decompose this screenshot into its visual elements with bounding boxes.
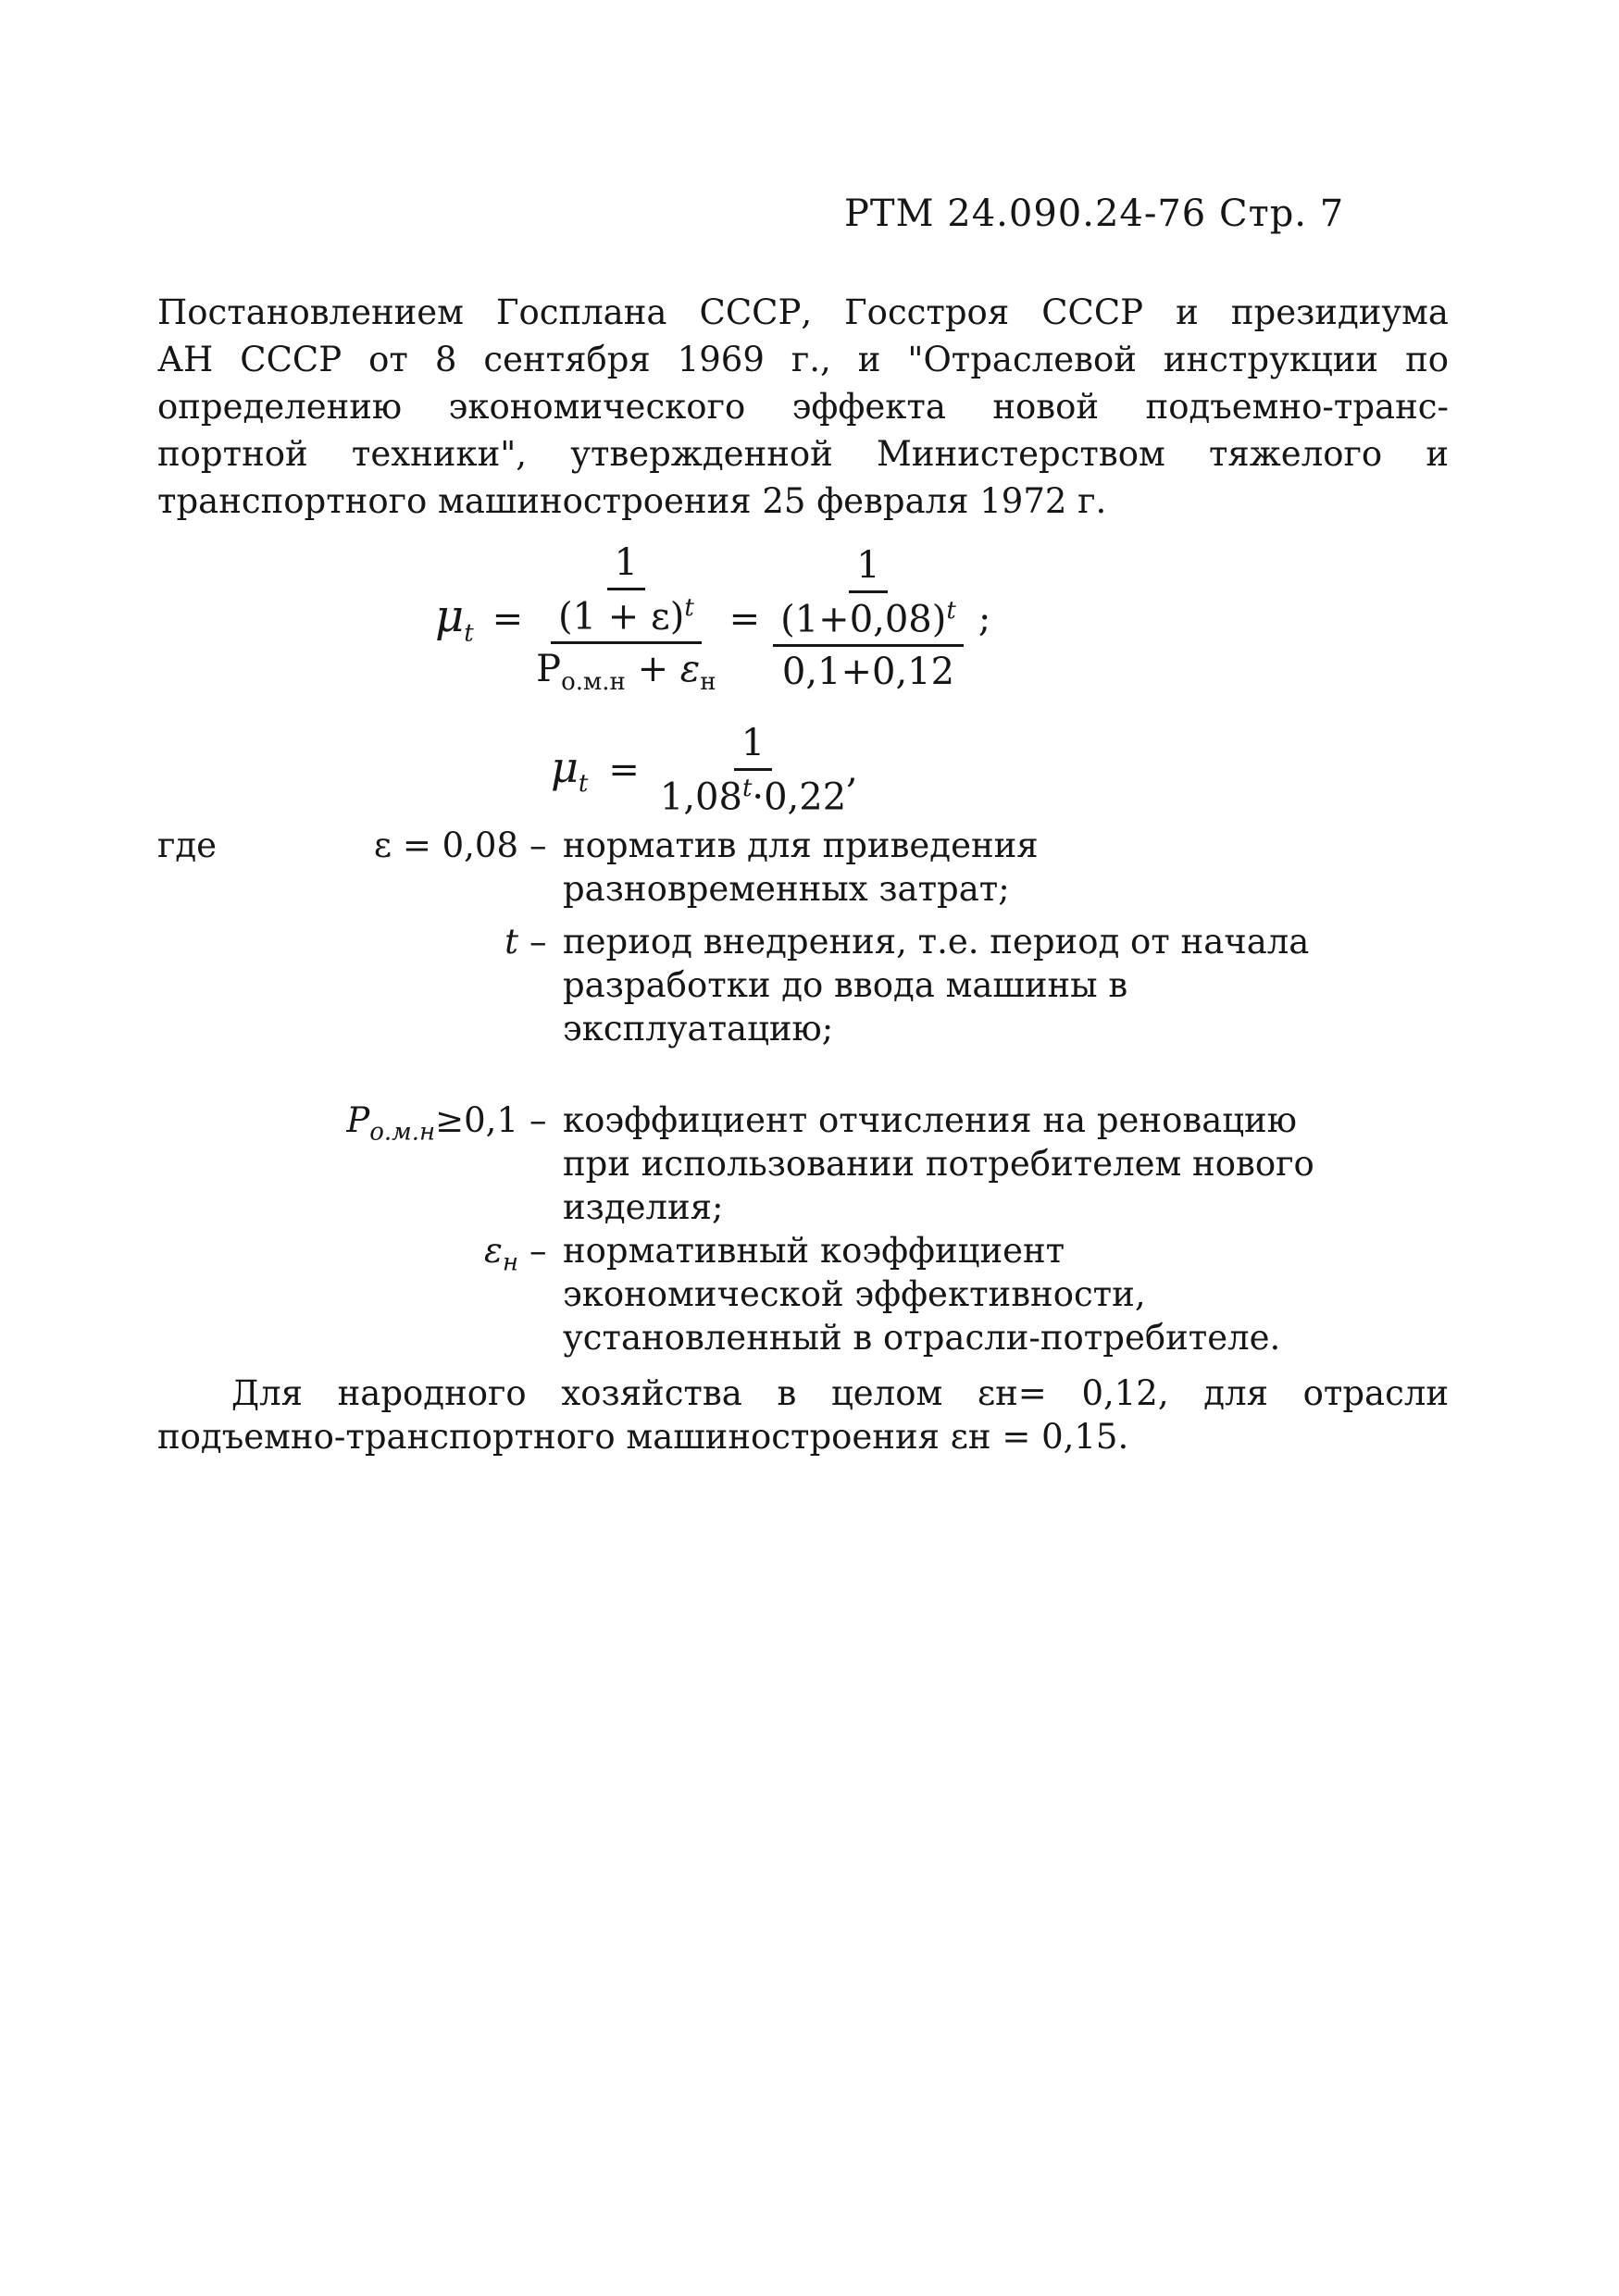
- intro-line: определению экономического эффекта новой подъемно-транс-: [157, 387, 1449, 427]
- definition-item: $P_{о.м.н}\ge 0,1$ – коэффициент отчисления на реновацию при использовании потребителем нового изделия;: [157, 1098, 1472, 1229]
- intro-paragraph: [157, 289, 1449, 525]
- definition-item: t – период внедрения, т.е. период от начала разработки до ввода машины в эксплуатацию;: [157, 920, 1472, 1050]
- definition-text: нормативный коэффициент экономической эффективности, установленный в отрасли-потребителе.: [563, 1231, 1281, 1358]
- frac-a-top: 1: [607, 541, 645, 590]
- formula-2-fraction: [660, 722, 846, 818]
- equals-sign: =: [492, 597, 524, 640]
- frac-b-mid: $(1+0,08)^t$: [780, 597, 956, 641]
- intro-line: АН СССР от 8 сентября 1969 г., и "Отраслевой инструкции по: [157, 340, 1449, 379]
- formula-1-end: ;: [978, 597, 991, 640]
- equals-sign: =: [729, 597, 761, 640]
- where-label: где: [157, 825, 218, 865]
- frac-b-denominator: 0,1+0,12: [781, 651, 955, 694]
- definition-text: коэффициент отчисления на реновацию при использовании потребителем нового изделия;: [563, 1100, 1314, 1227]
- formula-1-fraction-b: [773, 544, 964, 693]
- intro-line: транспортного машиностроения 25 февраля 1972 г.: [157, 481, 1107, 521]
- closing-line: Для народного хозяйства в целом εн= 0,12, для отрасли: [231, 1373, 1449, 1413]
- formula-1-lhs: $\mu_t$: [435, 590, 474, 648]
- intro-line: портной техники", утвержденной Министерством тяжелого и: [157, 434, 1449, 474]
- formula-1-fraction-a: [536, 541, 716, 696]
- definition-item: где ε = 0,08 – норматив для приведения разновременных затрат;: [157, 824, 1472, 911]
- definition-text: период внедрения, т.е. период от начала разработки до ввода машины в эксплуатацию;: [563, 922, 1310, 1049]
- formula-1: [435, 541, 1435, 696]
- formula-2-end: ,: [846, 749, 858, 792]
- definition-symbol: $P_{о.м.н}\ge 0,1$: [346, 1100, 518, 1147]
- page-header: РТМ 24.090.24-76 Стр. 7: [844, 192, 1345, 235]
- intro-line: Постановлением Госплана СССР, Госстроя СССР и президиума: [157, 292, 1449, 332]
- definition-symbol: ε = 0,08: [373, 825, 518, 865]
- closing-line: подъемно-транспортного машиностроения εн = 0,15.: [157, 1417, 1129, 1457]
- frac-a-mid: $(1 + \varepsilon)^t$: [558, 594, 694, 639]
- definition-item: $\varepsilon_н$ – нормативный коэффициент экономической эффективности, установленный в отрасли-потребителе.: [157, 1229, 1472, 1359]
- frac-a-denominator: $P_{о.м.н} + \varepsilon_н$: [536, 648, 716, 697]
- formula-2-lhs: $\mu_t$: [551, 742, 589, 799]
- frac-b-top: 1: [849, 544, 887, 593]
- formula-2: [551, 722, 1106, 818]
- formula-2-numerator: 1: [734, 722, 772, 771]
- definition-symbol: t: [504, 922, 518, 962]
- definition-text: норматив для приведения разновременных затрат;: [563, 825, 1039, 909]
- definition-symbol: $\varepsilon_н$: [484, 1231, 518, 1277]
- equals-sign: =: [608, 749, 640, 792]
- closing-paragraph: [157, 1371, 1449, 1458]
- formula-2-denominator: $1,08^t\cdot 0,22$: [659, 775, 847, 819]
- definitions-list: [157, 824, 1472, 1359]
